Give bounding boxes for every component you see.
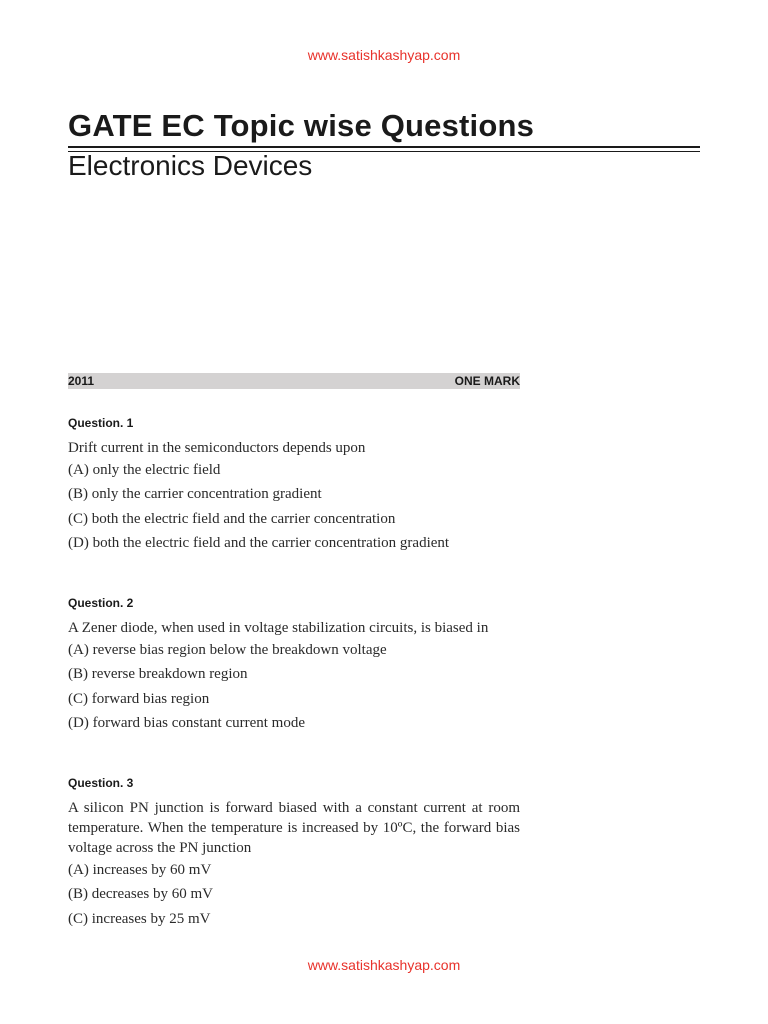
section-header-bar [68, 373, 520, 389]
option-b: (B) only the carrier concentration gradient [68, 486, 322, 503]
header-website-link[interactable]: www.satishkashyap.com [307, 47, 461, 63]
question-block [68, 596, 520, 735]
option-b: (B) reverse breakdown region [68, 666, 248, 683]
option-c: (C) increases by 25 mV [68, 910, 211, 927]
option-b: (B) decreases by 60 mV [68, 886, 213, 903]
title-divider-thick [68, 146, 700, 148]
option-a: (A) only the electric field [68, 462, 221, 478]
option-d: (D) forward bias constant current mode [68, 714, 305, 731]
option-c: (C) forward bias region [68, 690, 210, 707]
section-marks: ONE MARK [454, 374, 520, 388]
question-block [68, 776, 520, 931]
option-d: (D) both the electric field and the carrier concentration gradient [68, 534, 450, 551]
question-label: Question. 1 [68, 416, 134, 430]
question-label: Question. 3 [68, 776, 134, 790]
option-a: (A) reverse bias region below the breakdown voltage [68, 642, 387, 658]
page-subtitle: Electronics Devices [68, 150, 313, 181]
option-c: (C) both the electric field and the carrier concentration [68, 510, 396, 527]
option-a: (A) increases by 60 mV [68, 862, 212, 878]
question-text: Drift current in the semiconductors depends upon [68, 440, 366, 456]
section-year: 2011 [68, 374, 95, 388]
question-label: Question. 2 [68, 596, 134, 610]
page-title: GATE EC Topic wise Questions [68, 108, 535, 143]
question-block [68, 416, 520, 555]
footer-website-link[interactable]: www.satishkashyap.com [307, 957, 461, 973]
question-text: A silicon PN junction is forward biased with a constant current at room temperature. When the temperature is increased by 10ºC, the forward bias voltage across the PN junction [68, 800, 520, 856]
question-text: A Zener diode, when used in voltage stabilization circuits, is biased in [68, 620, 489, 636]
